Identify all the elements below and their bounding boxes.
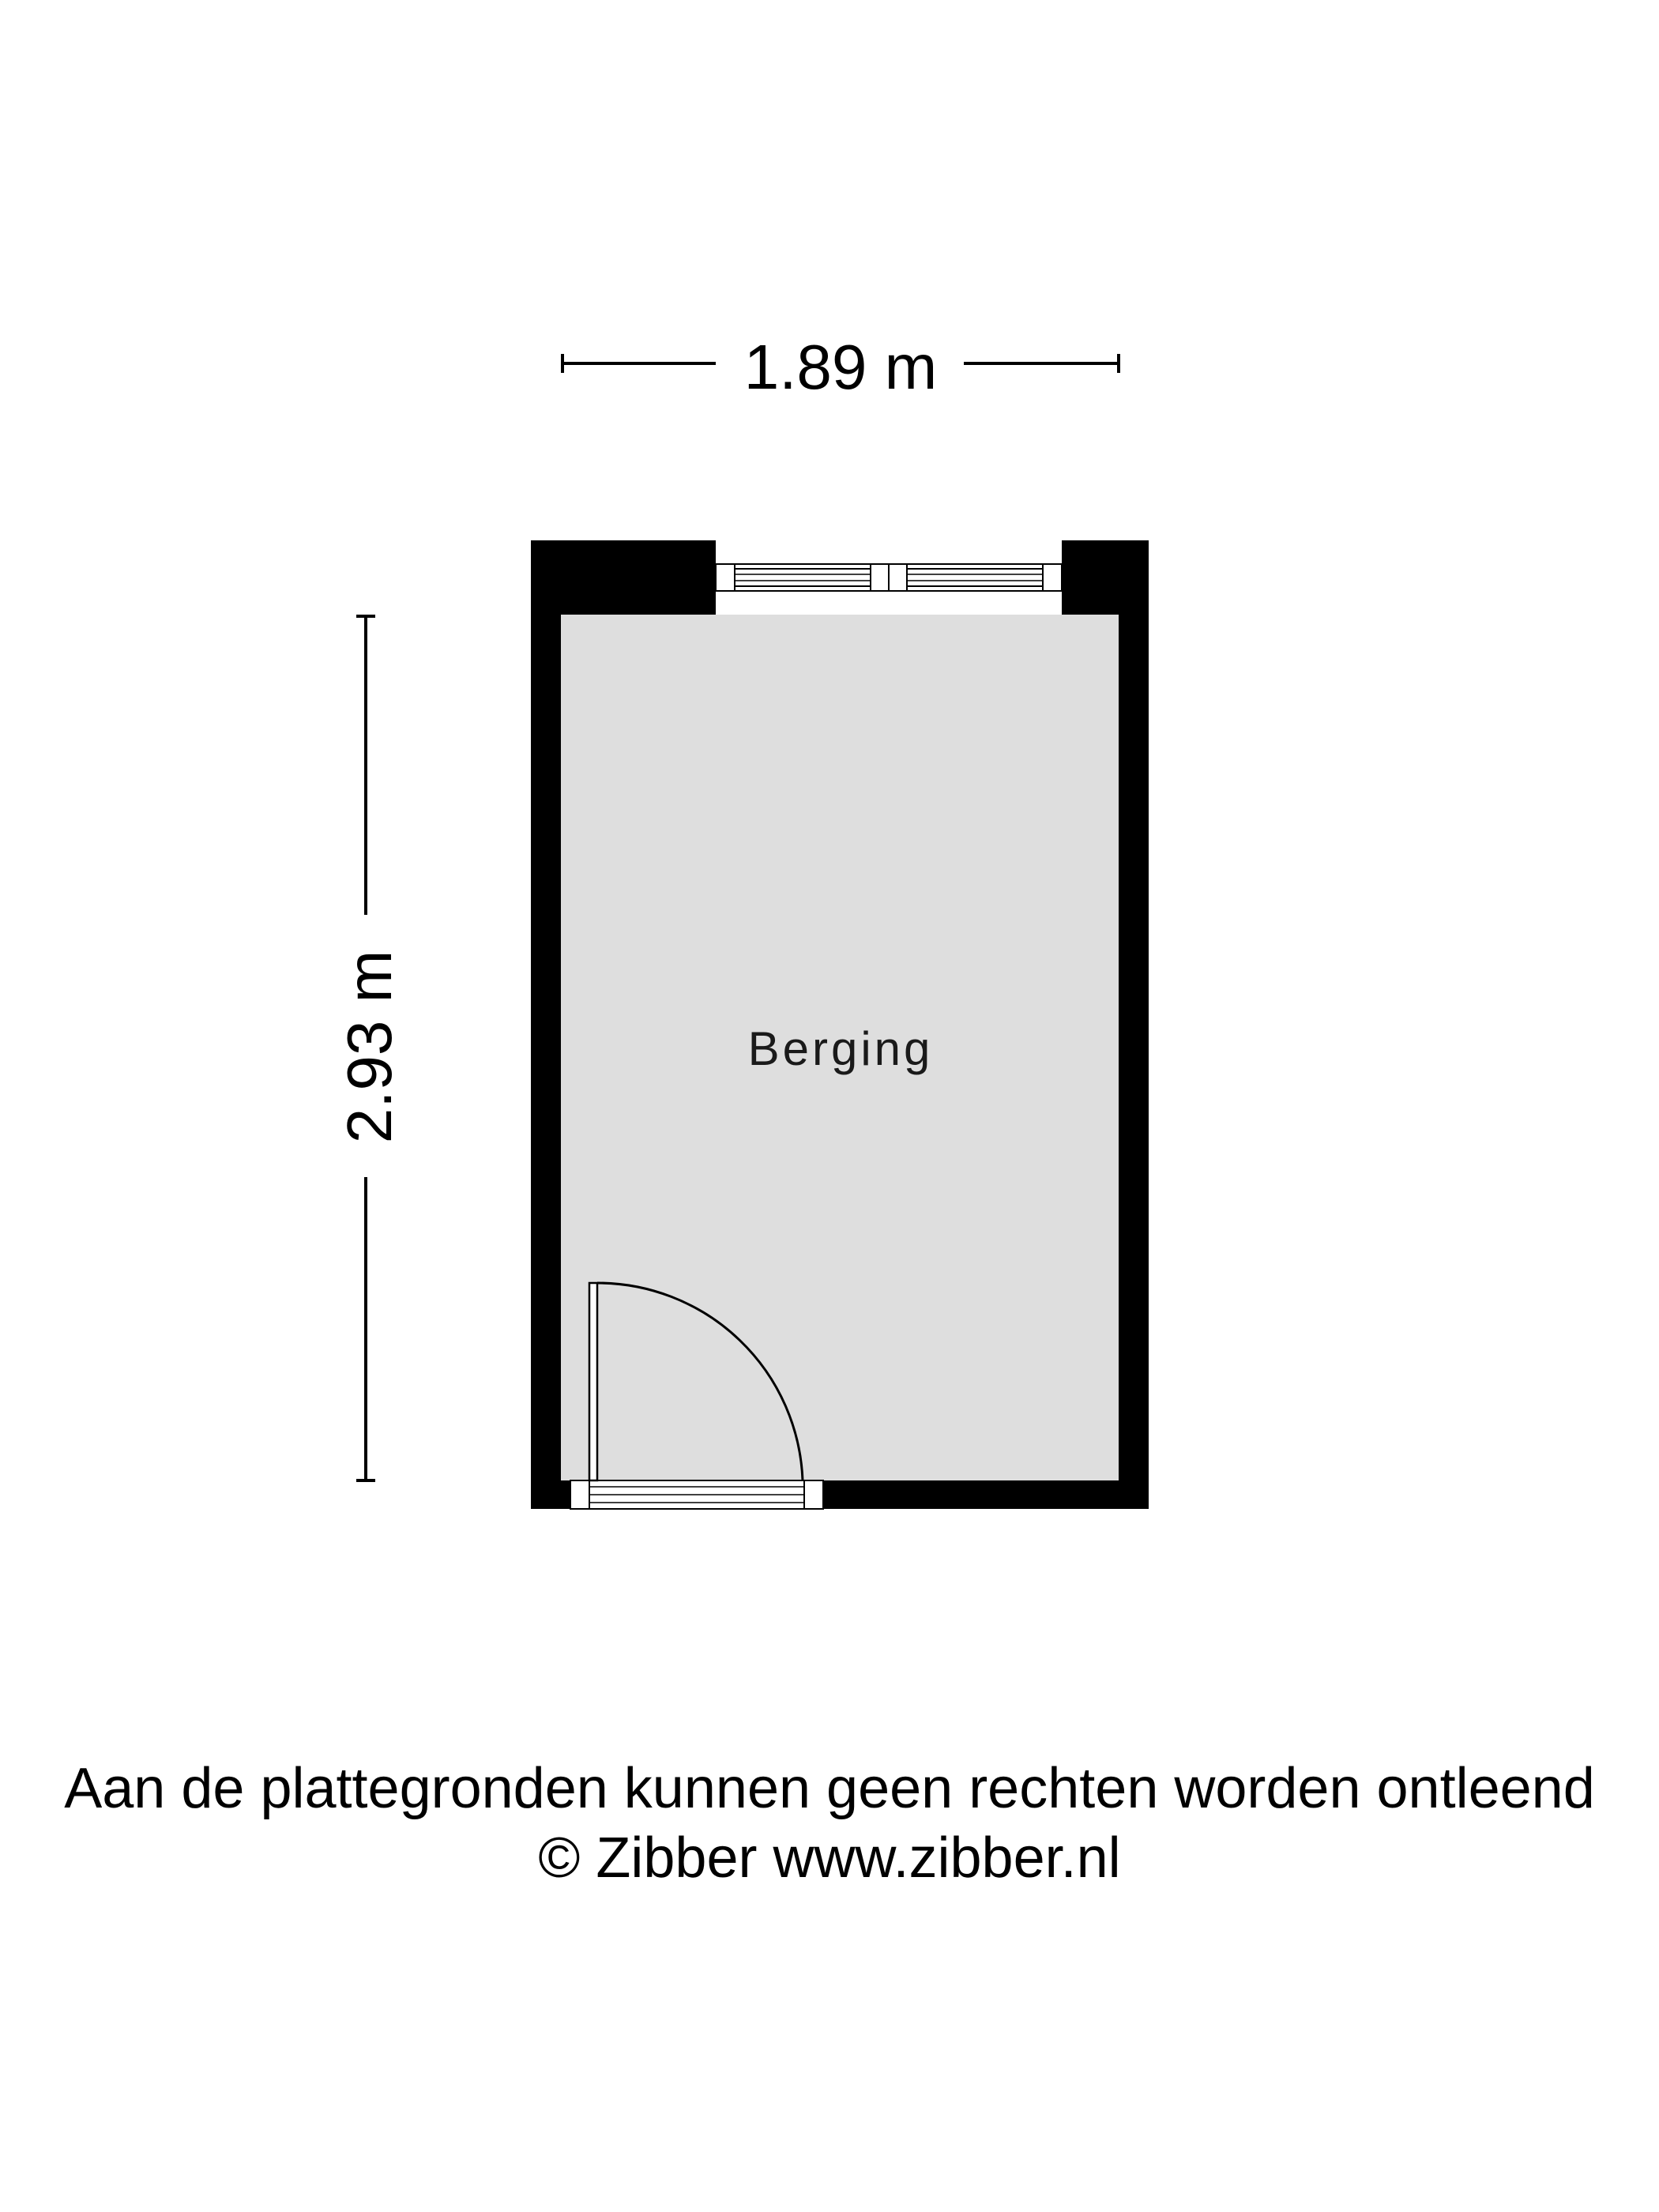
- wall-bottom-right: [823, 1480, 1149, 1509]
- wall-top-left: [531, 540, 716, 615]
- room-label: Berging: [747, 1022, 934, 1075]
- height-dimension-label: 2.93 m: [334, 950, 404, 1144]
- copyright-text: © Zibber www.zibber.nl: [538, 1826, 1121, 1890]
- wall-right: [1119, 540, 1149, 1509]
- door-jamb-left: [570, 1480, 589, 1509]
- window: [716, 564, 1062, 591]
- door-leaf: [589, 1283, 597, 1480]
- window-frame-right: [1043, 564, 1062, 591]
- wall-top-right: [1062, 540, 1149, 615]
- window-frame-left: [716, 564, 735, 591]
- wall-left: [531, 540, 561, 1509]
- width-dimension: [562, 332, 1119, 402]
- height-dimension: [334, 616, 404, 1480]
- disclaimer-text: Aan de plattegronden kunnen geen rechten worden ontleend: [64, 1757, 1595, 1820]
- wall-bottom-left: [531, 1480, 570, 1509]
- door-jamb-right: [804, 1480, 823, 1509]
- width-dimension-label: 1.89 m: [743, 332, 938, 402]
